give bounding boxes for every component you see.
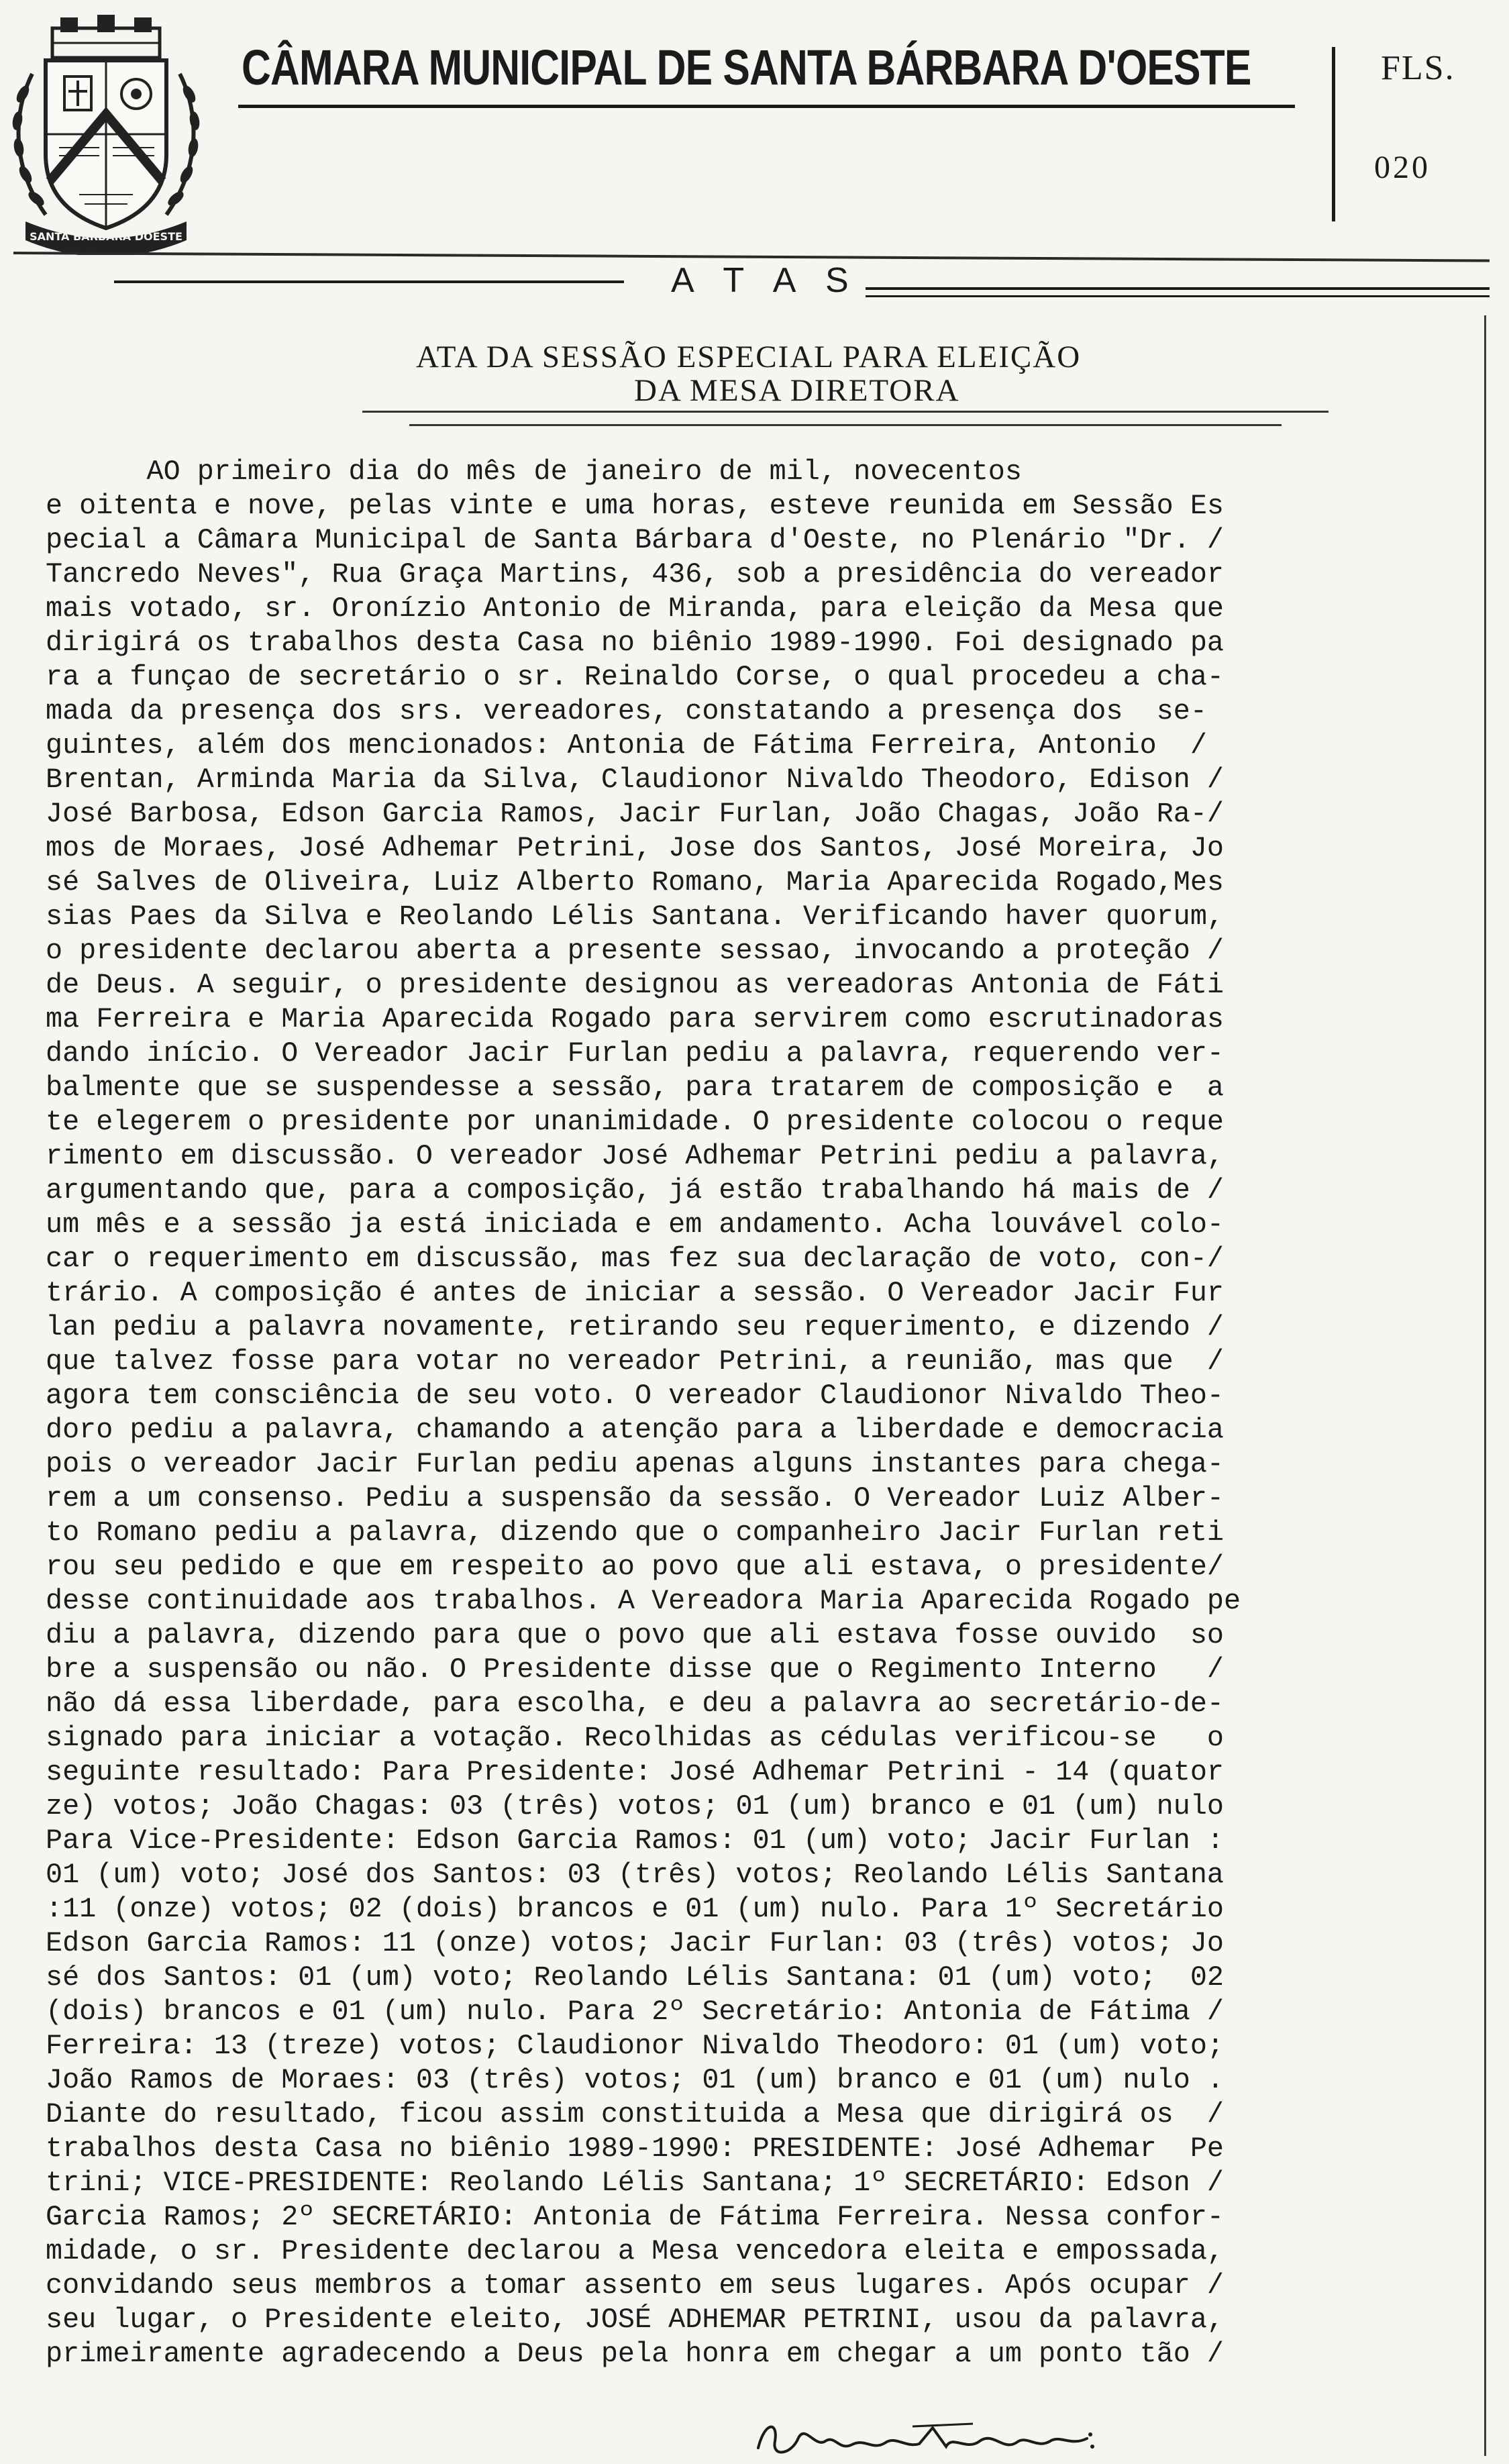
minutes-line: Tancredo Neves", Rua Graça Martins, 436, sob a presidência do vereador — [46, 558, 1225, 591]
minutes-line: Brentan, Arminda Maria da Silva, Claudionor Nivaldo Theodoro, Edison / — [46, 764, 1225, 796]
minutes-line: desse continuidade aos trabalhos. A Vereadora Maria Aparecida Rogado pe — [46, 1585, 1241, 1617]
minutes-line: seu lugar, o Presidente eleito, JOSÉ ADHEMAR PETRINI, usou da palavra, — [46, 2304, 1225, 2336]
minutes-line: sé Salves de Oliveira, Luiz Alberto Romano, Maria Aparecida Rogado,Mes — [46, 866, 1225, 899]
minutes-line: trário. A composição é antes de iniciar a sessão. O Vereador Jacir Fur — [46, 1277, 1225, 1309]
minutes-line: te elegerem o presidente por unanimidade. O presidente colocou o reque — [46, 1106, 1225, 1138]
atas-rule-right-double — [866, 295, 1490, 297]
minutes-line: João Ramos de Moraes: 03 (três) votos; 01 (um) branco e 01 (um) nulo . — [46, 2064, 1225, 2096]
minutes-line: rimento em discussão. O vereador José Adhemar Petrini pediu a palavra, — [46, 1140, 1225, 1172]
minutes-line: car o requerimento em discussão, mas fez sua declaração de voto, con-/ — [46, 1243, 1225, 1275]
folio-label: FLS. — [1381, 49, 1455, 87]
minutes-line: AO primeiro dia do mês de janeiro de mil, novecentos — [46, 456, 1022, 488]
atas-rule-left — [114, 280, 624, 283]
signature-scribble — [751, 2414, 1100, 2461]
chamber-name: CÂMARA MUNICIPAL DE SANTA BÁRBARA D'OESTE — [242, 40, 1251, 95]
header-divider — [1332, 47, 1335, 221]
minutes-line: (dois) brancos e 01 (um) nulo. Para 2º Secretário: Antonia de Fátima / — [46, 1996, 1225, 2028]
minutes-line: um mês e a sessão ja está iniciada e em andamento. Acha louvável colo- — [46, 1209, 1225, 1241]
minutes-line: pecial a Câmara Municipal de Santa Bárbara d'Oeste, no Plenário "Dr. / — [46, 524, 1225, 556]
minutes-line: não dá essa liberdade, para escolha, e deu a palavra ao secretário-de- — [46, 1688, 1225, 1720]
minutes-line: mada da presença dos srs. vereadores, constatando a presença dos se- — [46, 695, 1207, 727]
section-label: A T A S — [671, 261, 860, 300]
minutes-line: ze) votos; João Chagas: 03 (três) votos; 01 (um) branco e 01 (um) nulo — [46, 1790, 1225, 1823]
minutes-line: dirigirá os trabalhos desta Casa no biênio 1989-1990. Foi designado pa — [46, 627, 1225, 659]
minutes-line: bre a suspensão ou não. O Presidente disse que o Regimento Interno / — [46, 1653, 1225, 1686]
minutes-line: primeiramente agradecendo a Deus pela honra em chegar a um ponto tão / — [46, 2338, 1225, 2370]
minutes-line: trini; VICE-PRESIDENTE: Reolando Lélis Santana; 1º SECRETÁRIO: Edson / — [46, 2167, 1225, 2199]
minutes-line: convidando seus membros a tomar assento em seus lugares. Após ocupar / — [46, 2269, 1225, 2302]
minutes-line: doro pediu a palavra, chamando a atenção para a liberdade e democracia — [46, 1414, 1225, 1446]
municipal-seal-icon — [5, 13, 207, 255]
minutes-line: midade, o sr. Presidente declarou a Mesa vencedora eleita e empossada, — [46, 2235, 1225, 2267]
minutes-line: pois o vereador Jacir Furlan pediu apenas alguns instantes para chega- — [46, 1448, 1225, 1480]
minutes-line: o presidente declarou aberta a presente sessao, invocando a proteção / — [46, 935, 1225, 967]
minutes-line: guintes, além dos mencionados: Antonia de Fátima Ferreira, Antonio / — [46, 729, 1207, 762]
minutes-line: Edson Garcia Ramos: 11 (onze) votos; Jacir Furlan: 03 (três) votos; Jo — [46, 1927, 1225, 1959]
minutes-line: lan pediu a palavra novamente, retirando seu requerimento, e dizendo / — [46, 1311, 1225, 1343]
minutes-heading-line2: DA MESA DIRETORA — [634, 373, 960, 408]
seal-ribbon-text: SANTA BARBARA DOESTE — [30, 230, 183, 243]
minutes-line: mos de Moraes, José Adhemar Petrini, Jose dos Santos, José Moreira, Jo — [46, 832, 1225, 864]
minutes-line: signado para iniciar a votação. Recolhidas as cédulas verificou-se o — [46, 1722, 1225, 1754]
minutes-line: sé dos Santos: 01 (um) voto; Reolando Lélis Santana: 01 (um) voto; 02 — [46, 1961, 1225, 1994]
minutes-line: diu a palavra, dizendo para que o povo que ali estava fosse ouvido so — [46, 1619, 1225, 1651]
atas-rule-right — [866, 287, 1490, 290]
minutes-line: to Romano pediu a palavra, dizendo que o companheiro Jacir Furlan reti — [46, 1517, 1225, 1549]
minutes-line: que talvez fosse para votar no vereador Petrini, a reunião, mas que / — [46, 1345, 1225, 1378]
minutes-body — [46, 455, 1488, 2371]
minutes-line: Ferreira: 13 (treze) votos; Claudionor Nivaldo Theodoro: 01 (um) voto; — [46, 2030, 1225, 2062]
heading-underline-second — [409, 424, 1282, 426]
minutes-line: agora tem consciência de seu voto. O vereador Claudionor Nivaldo Theo- — [46, 1380, 1225, 1412]
minutes-line: :11 (onze) votos; 02 (dois) brancos e 01 (um) nulo. Para 1º Secretário — [46, 1893, 1225, 1925]
minutes-line: rem a um consenso. Pediu a suspensão da sessão. O Vereador Luiz Alber- — [46, 1482, 1225, 1515]
minutes-line: seguinte resultado: Para Presidente: José Adhemar Petrini - 14 (quator — [46, 1756, 1225, 1788]
minutes-line: rou seu pedido e que em respeito ao povo que ali estava, o presidente/ — [46, 1551, 1225, 1583]
minutes-line: trabalhos desta Casa no biênio 1989-1990: PRESIDENTE: José Adhemar Pe — [46, 2133, 1225, 2165]
folio-number: 020 — [1374, 150, 1430, 185]
minutes-line: sias Paes da Silva e Reolando Lélis Santana. Verificando haver quorum, — [46, 901, 1225, 933]
title-underline — [238, 105, 1295, 108]
minutes-line: balmente que se suspendesse a sessão, para tratarem de composição e a — [46, 1072, 1225, 1104]
minutes-line: mais votado, sr. Oronízio Antonio de Miranda, para eleição da Mesa que — [46, 593, 1225, 625]
minutes-line: Para Vice-Presidente: Edson Garcia Ramos: 01 (um) voto; Jacir Furlan : — [46, 1825, 1225, 1857]
minutes-line: ra a funçao de secretário o sr. Reinaldo Corse, o qual procedeu a cha- — [46, 661, 1225, 693]
minutes-line: Garcia Ramos; 2º SECRETÁRIO: Antonia de Fátima Ferreira. Nessa confor- — [46, 2201, 1225, 2233]
minutes-line: e oitenta e nove, pelas vinte e uma horas, esteve reunida em Sessão Es — [46, 490, 1225, 522]
minutes-line: de Deus. A seguir, o presidente designou as vereadoras Antonia de Fáti — [46, 969, 1225, 1001]
minutes-line: ma Ferreira e Maria Aparecida Rogado para servirem como escrutinadoras — [46, 1003, 1225, 1035]
minutes-line: Diante do resultado, ficou assim constituida a Mesa que dirigirá os / — [46, 2098, 1225, 2131]
minutes-line: José Barbosa, Edson Garcia Ramos, Jacir Furlan, João Chagas, João Ra-/ — [46, 798, 1225, 830]
minutes-line: argumentando que, para a composição, já estão trabalhando há mais de / — [46, 1174, 1225, 1207]
minutes-line: 01 (um) voto; José dos Santos: 03 (três) votos; Reolando Lélis Santana — [46, 1859, 1225, 1891]
minutes-heading-line1: ATA DA SESSÃO ESPECIAL PARA ELEIÇÃO — [416, 340, 1082, 374]
minutes-line: dando início. O Vereador Jacir Furlan pediu a palavra, requerendo ver- — [46, 1037, 1225, 1070]
heading-underline — [362, 411, 1329, 413]
